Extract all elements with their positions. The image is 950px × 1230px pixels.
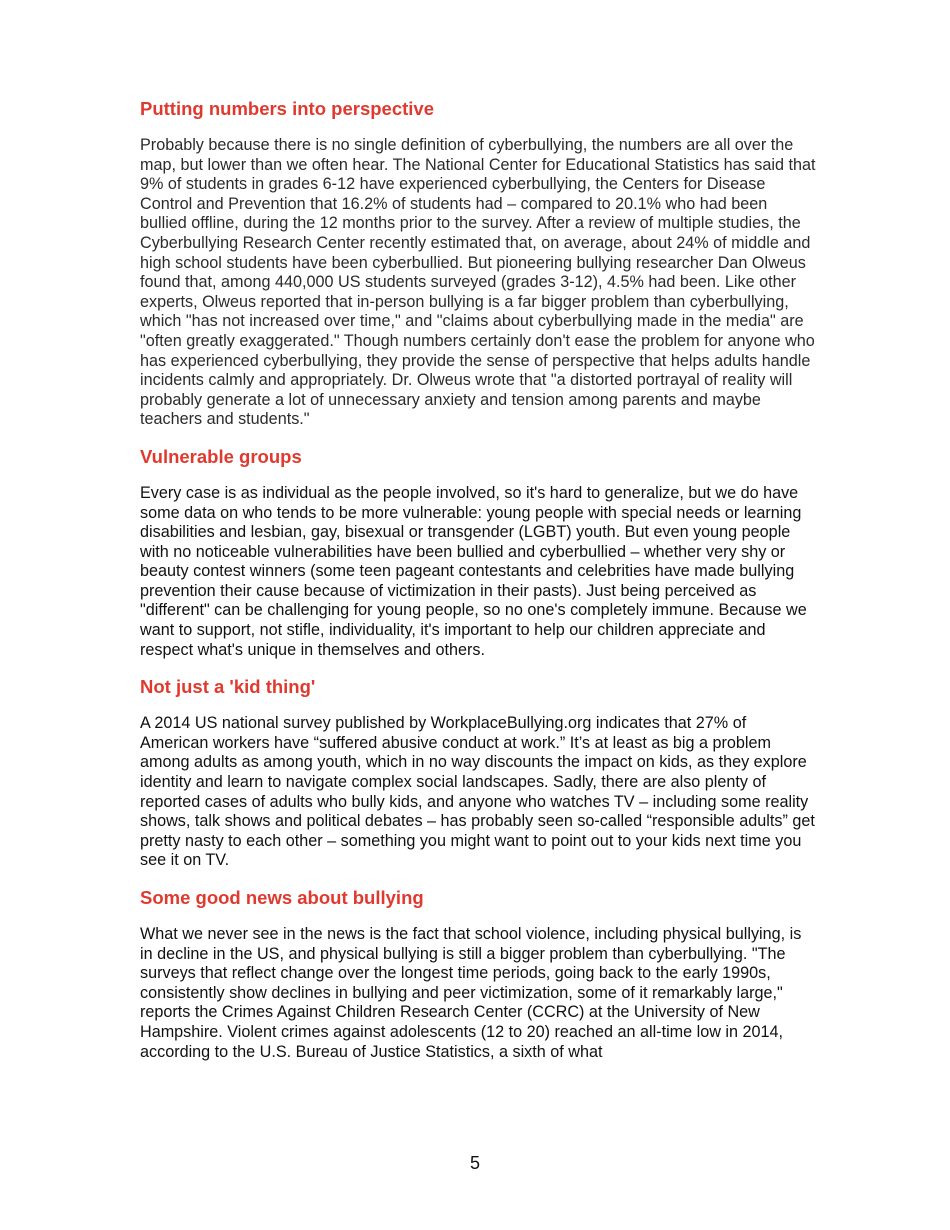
- section-heading: Vulnerable groups: [140, 445, 302, 467]
- section-paragraph: Every case is as individual as the people involved, so it's hard to generalize, but we do have some data on who tends to be more vulnerable: young people with special needs or learning disabilities and lesbian, gay, bisexual or transgender (LGBT) youth. But even young people with no noticeable vulnerabilities have been bullied and cyberbullied – whether very shy or beauty contest winners (some teen pageant contestants and celebrities have made bullying prevention their cause because of victimization in their pasts). Just being perceived as "different" can be challenging for young people, so no one's completely immune. Because we want to support, not stifle, individuality, it's important to help our children appreciate and respect what's unique in themselves and others.: [140, 483, 807, 659]
- section-heading: Not just a 'kid thing': [140, 676, 316, 698]
- section-not-just-kid-thing: [140, 676, 816, 871]
- section-heading: Some good news about bullying: [140, 887, 424, 908]
- section-heading: Putting numbers into perspective: [140, 98, 434, 119]
- section-paragraph: Probably because there is no single definition of cyberbullying, the numbers are all over the map, but lower than we often hear. The National Center for Educational Statistics has said that 9% of students in grades 6-12 have experienced cyberbullying, the Centers for Disease Control and Prevention that 16.2% of students had – compared to 20.1% who had been bullied offline, during the 12 months prior to the survey. After a review of multiple studies, the Cyberbullying Research Center recently estimated that, on average, about 24% of middle and high school students have been cyberbullied. But pioneering bullying researcher Dan Olweus found that, among 440,000 US students surveyed (grades 3-12), 4.5% had been. Like other experts, Olweus reported that in-person bullying is a far bigger problem than cyberbullying, which "has not increased over time," and "claims about cyberbullying made in the media" are "often greatly exaggerated." Though numbers certainly don't ease the problem for anyone who has experienced cyberbullying, they provide the sense of perspective that helps adults handle incidents calmly and appropriately. Dr. Olweus wrote that "a distorted portrayal of reality will probably generate a lot of unnecessary anxiety and tension among parents and maybe teachers and students.": [140, 136, 816, 429]
- section-paragraph: What we never see in the news is the fact that school violence, including physical bullying, is in decline in the US, and physical bullying is still a bigger problem than cyberbullying. "The surveys that reflect change over the longest time periods, going back to the early 1990s, consistently show declines in bullying and peer victimization, some of it remarkably large," reports the Crimes Against Children Research Center (CCRC) at the University of New Hampshire. Violent crimes against adolescents (12 to 20) reached an all-time low in 2014, according to the U.S. Bureau of Justice Statistics, a sixth of what: [140, 925, 802, 1061]
- page-number: 5: [469, 1153, 480, 1173]
- section-good-news: [140, 887, 816, 1062]
- section-numbers-perspective: [140, 98, 816, 430]
- section-vulnerable-groups: [140, 446, 816, 660]
- document-page: [140, 98, 816, 1078]
- section-paragraph: A 2014 US national survey published by WorkplaceBullying.org indicates that 27% of American workers have “suffered abusive conduct at work.” It’s at least as big a problem among adults as among youth, which in no way discounts the impact on kids, as they explore identity and learn to navigate complex social landscapes. Sadly, there are also plenty of reported cases of adults who bully kids, and anyone who watches TV – including some reality shows, talk shows and political debates – has probably seen so-called “responsible adults” get pretty nasty to each other – something you might want to point out to your kids next time you see it on TV.: [140, 714, 815, 870]
